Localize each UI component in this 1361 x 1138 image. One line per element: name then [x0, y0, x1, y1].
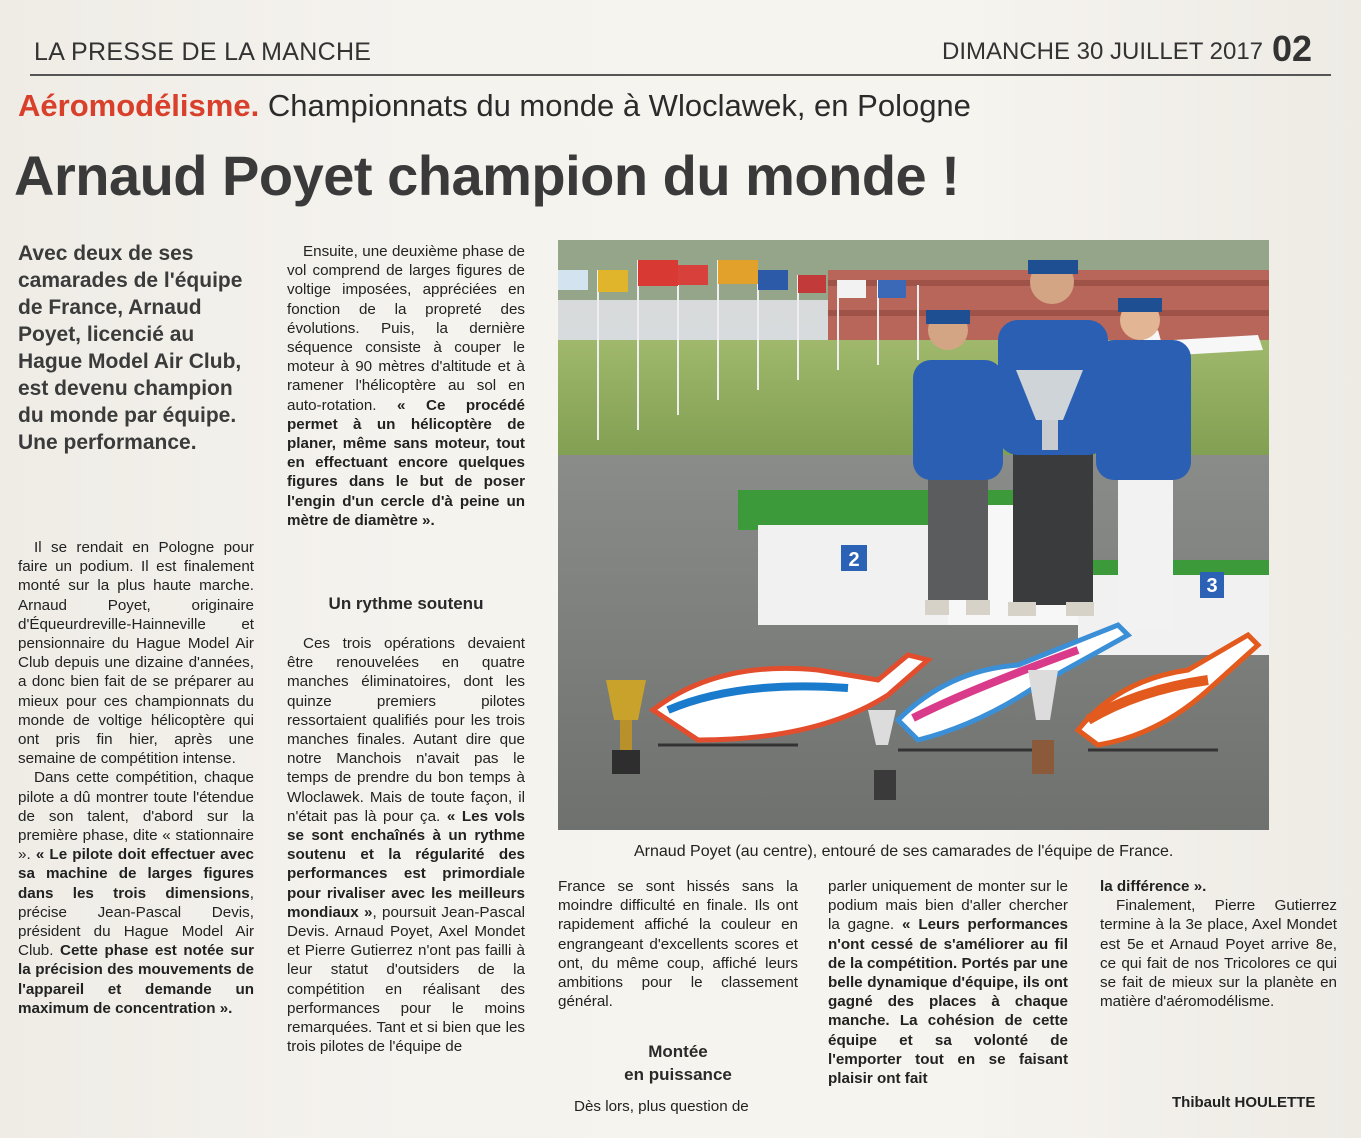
podium-number-3: 3: [1206, 575, 1218, 597]
col2-paragraph-1: Ensuite, une deuxième phase de vol comprend de larges figures de voltige imposées, appréciées en fonction de la propreté des évolutions. Puis, la dernière séquence consiste à couper le moteur à 90 mètres d'altitude et à ramener l'hélicoptère au sol en auto-rotation. « Ce procédé permet à un hélicoptère de planer, même sans moteur, tout en effectuant encore quelques figures dans le but de poser l'engin d'un cercle d'à peine un mètre de diamètre ».: [287, 243, 525, 529]
article-column-5: [1100, 877, 1337, 1011]
col4-paragraph-1: parler uniquement de monter sur le podium mais bien d'aller chercher la gagne. « Leurs performances n'ont cessé de s'améliorer au fil de la compétition. Portés par une belle dynamique d'équipe, ils ont gagné des places à chaque manche. La cohésion de cette équipe et sa volonté de l'emporter tout en se faisant plaisir ont fait: [828, 878, 1068, 1088]
masthead-rule: [30, 74, 1331, 76]
article-column-4: [828, 877, 1068, 1088]
article-column-2: [287, 242, 525, 530]
subhead-montee: [558, 1040, 798, 1086]
headline: Arnaud Poyet champion du monde !: [14, 144, 960, 207]
kicker-category: Aéromodélisme.: [18, 88, 260, 123]
col5-paragraph-1: la différence ».: [1100, 878, 1207, 895]
col1-paragraph-2: Dans cette compétition, chaque pilote a dû montrer toute l'étendue de son talent, d'abord sur la première phase, dite « stationnaire ». « Le pilote doit effectuer avec sa machine de larges figures dans les trois dimensions, précise Jean-Pascal Devis, président du Hague Model Air Club. Cette phase est notée sur la précision des mouvements de l'appareil et demande un maximum de concentration ».: [18, 769, 254, 1017]
lead-tagline: Une performance.: [18, 431, 197, 454]
article-column-3b: [558, 1097, 798, 1116]
col1-paragraph-1: Il se rendait en Pologne pour faire un podium. Il est finalement monté sur la plus haute marche. Arnaud Poyet, originaire d'Équeurdreville-Hainneville et pensionnaire du Hague Model Air Club depuis une dizaine d'années, a donc bien fait de se préparer au mieux pour ces championnats du monde de voltige hélicoptère qui ont pris fin hier, après une semaine de compétition intense.: [18, 539, 254, 768]
col3-paragraph-2: Dès lors, plus question de: [574, 1098, 749, 1115]
article-column-1: [18, 538, 254, 1018]
podium-photo: [558, 240, 1269, 830]
lead-paragraph: [18, 240, 246, 456]
subhead-montee-line-2: en puissance: [624, 1065, 732, 1084]
col5-paragraph-2: Finalement, Pierre Gutierrez termine à la 3e place, Axel Mondet est 5e et Arnaud Poyet arrive 8e, ce qui fait de nos Tricolores ce qui se fait de mieux sur la planète en matière d'aéromodélisme.: [1100, 897, 1337, 1011]
lead-text: Avec deux de ses camarades de l'équipe de France, Arnaud Poyet, licencié au Hague Model Air Club, est devenu champion du monde par équipe.: [18, 242, 243, 427]
byline: Thibault HOULETTE: [1172, 1094, 1316, 1111]
page-number: 02: [1272, 28, 1313, 69]
col2-paragraph-2: Ces trois opérations devaient être renouvelées en quatre manches éliminatoires, dont les quinze premiers pilotes ressortaient qualifiés pour les trois manches finales. Autant dire que notre Manchois n'avait pas le temps de prendre du bon temps à Wloclawek. Mais de toute façon, il n'était pas là pour ça. « Les vols se sont enchaînés à un rythme soutenu et la régularité des performances est primordiale pour rivaliser avec les meilleurs mondiaux », poursuit Jean-Pascal Devis. Arnaud Poyet, Axel Mondet et Pierre Gutierrez n'ont pas failli à leur statut d'outsiders de la compétition en réalisant des performances pour le moins remarquées. Tant et si bien que les trois pilotes de l'équipe de: [287, 635, 525, 1056]
article-column-2b: [287, 634, 525, 1056]
photo-caption: Arnaud Poyet (au centre), entouré de ses camarades de l'équipe de France.: [634, 843, 1174, 860]
subhead-rythme: Un rythme soutenu: [328, 594, 484, 613]
issue-date: DIMANCHE 30 JUILLET 2017: [942, 38, 1264, 65]
newspaper-name: LA PRESSE DE LA MANCHE: [34, 38, 372, 66]
podium-number-2: 2: [848, 549, 860, 571]
kicker-subtitle: Championnats du monde à Wloclawek, en Pologne: [267, 88, 971, 123]
col3-paragraph-1: France se sont hissés sans la moindre difficulté en finale. Ils ont rapidement affiché la couleur en engrangeant d'excellents scores et ont, du même coup, affiché leurs ambitions pour le classement général.: [558, 878, 798, 1011]
kicker: [18, 88, 971, 124]
article-column-3: [558, 877, 798, 1011]
subhead-montee-line-1: Montée: [648, 1042, 708, 1061]
